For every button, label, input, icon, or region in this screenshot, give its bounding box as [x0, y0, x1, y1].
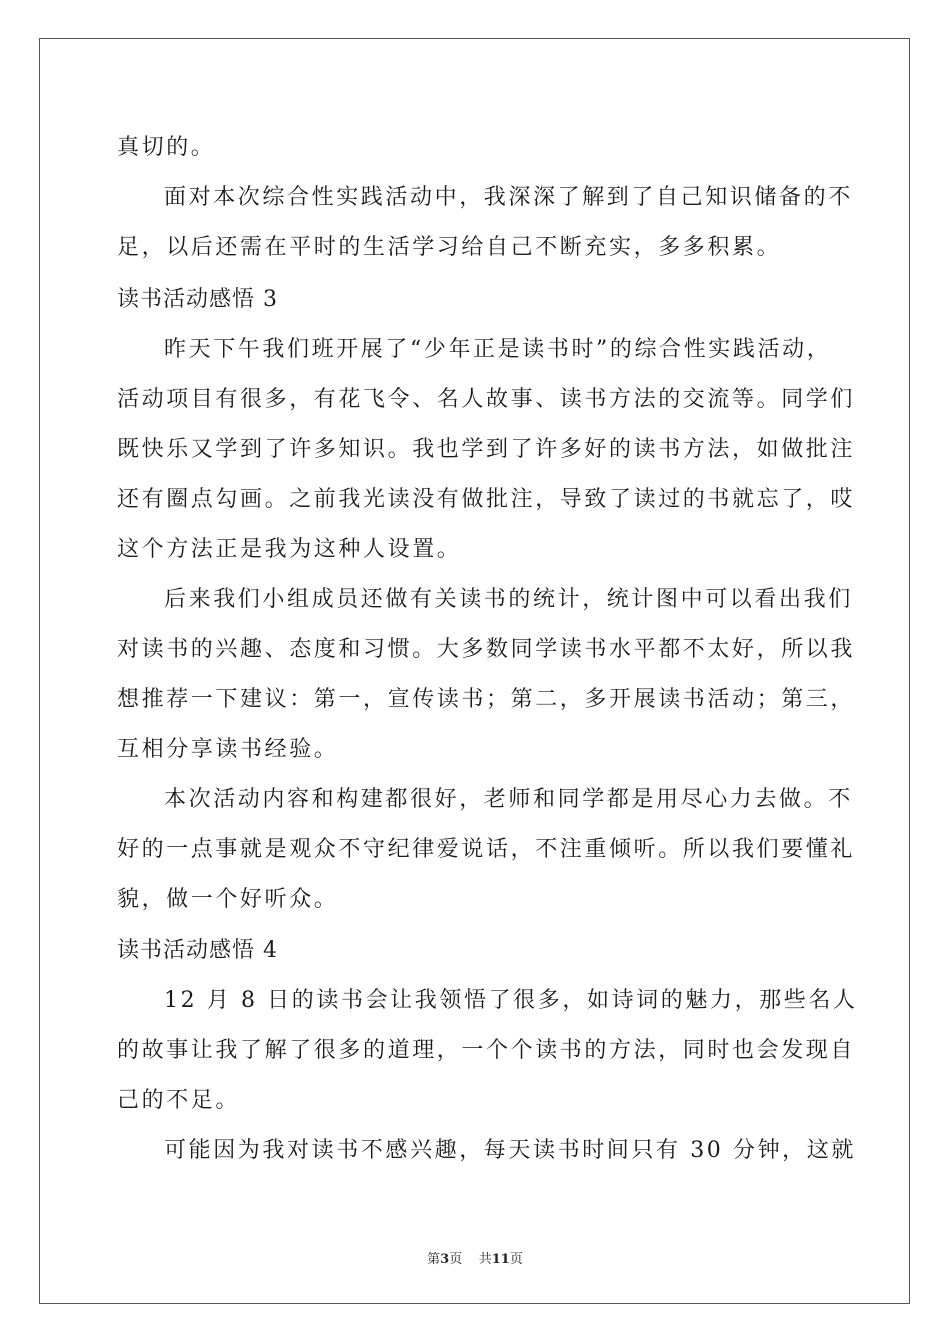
paragraph-line: 对读书的兴趣、态度和习惯。大多数同学读书水平都不太好，所以我 [117, 637, 856, 662]
paragraph-line: 貌，做一个好听众。 [117, 887, 339, 912]
page-suffix: 页 [449, 1252, 463, 1267]
paragraph-line: 这个方法正是我为这种人设置。 [117, 537, 462, 562]
paragraph-line: 后来我们小组成员还做有关读书的统计，统计图中可以看出我们 [164, 587, 853, 612]
paragraph-line: 想推荐一下建议：第一，宣传读书；第二，多开展读书活动；第三， [117, 687, 856, 712]
paragraph-line: 真切的。 [117, 135, 216, 160]
paragraph-line: 足，以后还需在平时的生活学习给自己不断充实，多多积累。 [117, 235, 782, 260]
paragraph-line: 12 月 8 日的读书会让我领悟了很多，如诗词的魅力，那些名人 [164, 988, 858, 1013]
paragraph-line: 还有圈点勾画。之前我光读没有做批注，导致了读过的书就忘了，哎 [117, 487, 856, 512]
page-prefix: 第 [427, 1252, 441, 1267]
section-heading: 读书活动感悟 4 [117, 938, 278, 963]
page-total: 11 [491, 1252, 510, 1267]
paragraph-line: 可能因为我对读书不感兴趣，每天读书时间只有 30 分钟，这就 [164, 1138, 856, 1163]
paragraph-line: 既快乐又学到了许多知识。我也学到了许多好的读书方法，如做批注 [117, 437, 856, 462]
paragraph-line: 的故事让我了解了很多的道理，一个个读书的方法，同时也会发现自 [117, 1038, 856, 1063]
paragraph-line: 活动项目有很多，有花飞令、名人故事、读书方法的交流等。同学们 [117, 387, 856, 412]
page-current: 3 [440, 1252, 450, 1267]
paragraph-line: 互相分享读书经验。 [117, 737, 339, 762]
paragraph-line: 昨天下午我们班开展了“少年正是读书时”的综合性实践活动， [164, 337, 832, 362]
paragraph-line: 好的一点事就是观众不守纪律爱说话，不注重倾听。所以我们要懂礼 [117, 837, 856, 862]
section-heading: 读书活动感悟 3 [117, 287, 278, 312]
total-suffix: 页 [509, 1252, 523, 1267]
paragraph-line: 面对本次综合性实践活动中，我深深了解到了自己知识储备的不 [164, 185, 853, 210]
total-prefix: 共 [478, 1252, 492, 1267]
paragraph-line: 本次活动内容和构建都很好，老师和同学都是用尽心力去做。不 [164, 787, 853, 812]
page-footer [0, 1248, 950, 1267]
paragraph-line: 己的不足。 [117, 1088, 241, 1113]
